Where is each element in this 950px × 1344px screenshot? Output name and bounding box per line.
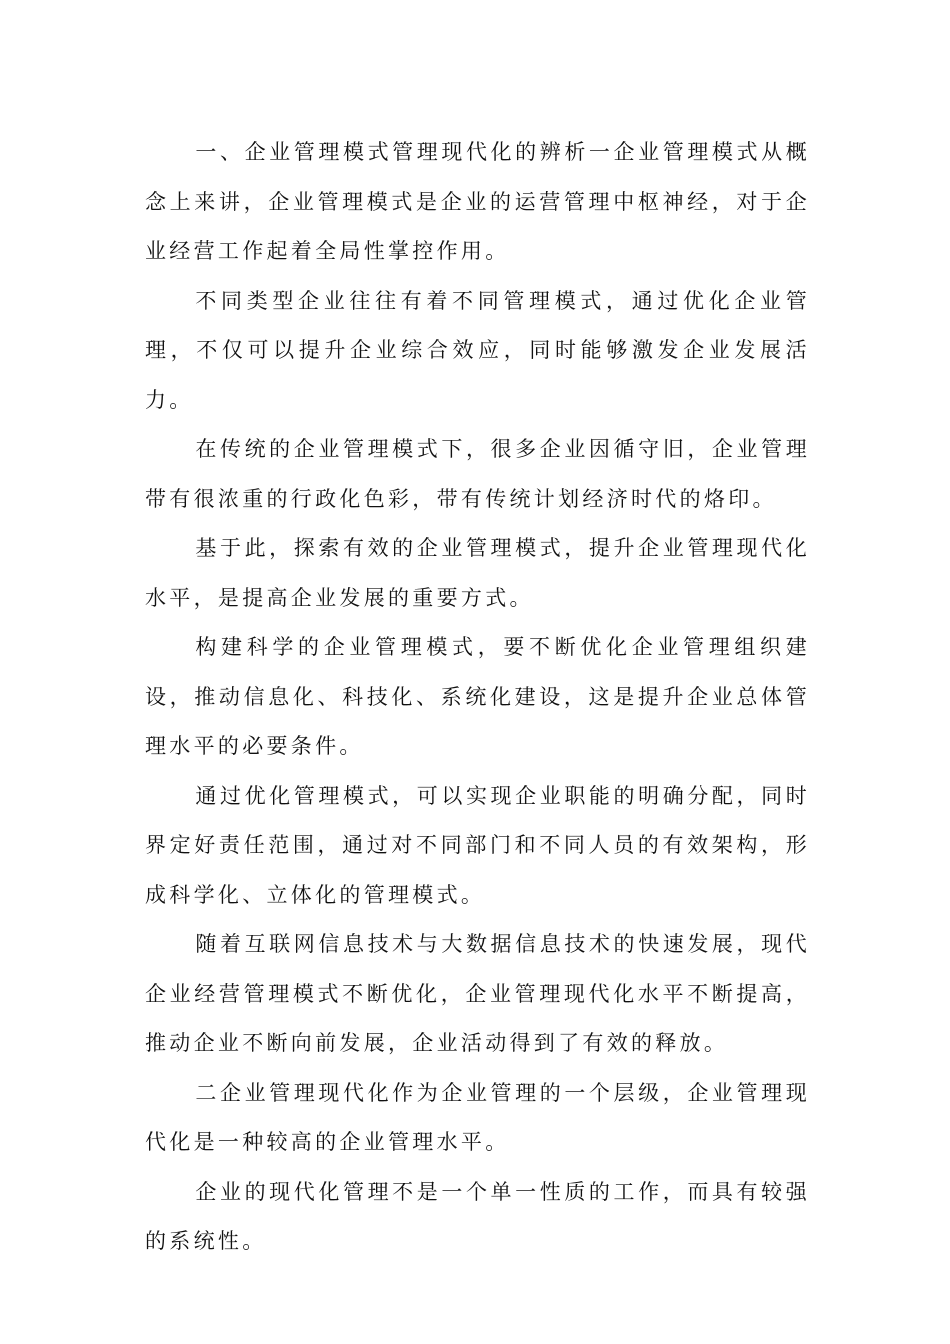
paragraph-7: 随着互联网信息技术与大数据信息技术的快速发展，现代企业经营管理模式不断优化，企业管理现代化水平不断提高，推动企业不断向前发展，企业活动得到了有效的释放。 [145,932,810,1055]
paragraph-3: 在传统的企业管理模式下，很多企业因循守旧，企业管理带有很浓重的行政化色彩，带有传统计划经济时代的烙印。 [145,437,810,511]
paragraph-1: 一、企业管理模式管理现代化的辨析一企业管理模式从概念上来讲，企业管理模式是企业的运营管理中枢神经，对于企业经营工作起着全局性掌控作用。 [145,140,810,263]
paragraph-9: 企业的现代化管理不是一个单一性质的工作，而具有较强的系统性。 [145,1179,810,1253]
paragraph-8: 二企业管理现代化作为企业管理的一个层级，企业管理现代化是一种较高的企业管理水平。 [145,1080,810,1154]
paragraph-4: 基于此，探索有效的企业管理模式，提升企业管理现代化水平，是提高企业发展的重要方式。 [145,536,810,610]
paragraph-6: 通过优化管理模式，可以实现企业职能的明确分配，同时界定好责任范围，通过对不同部门和不同人员的有效架构，形成科学化、立体化的管理模式。 [145,783,810,907]
document-body [145,128,810,1267]
paragraph-2: 不同类型企业往往有着不同管理模式，通过优化企业管理，不仅可以提升企业综合效应，同时能够激发企业发展活力。 [145,288,810,412]
paragraph-5: 构建科学的企业管理模式，要不断优化企业管理组织建设，推动信息化、科技化、系统化建设，这是提升企业总体管理水平的必要条件。 [145,635,810,758]
